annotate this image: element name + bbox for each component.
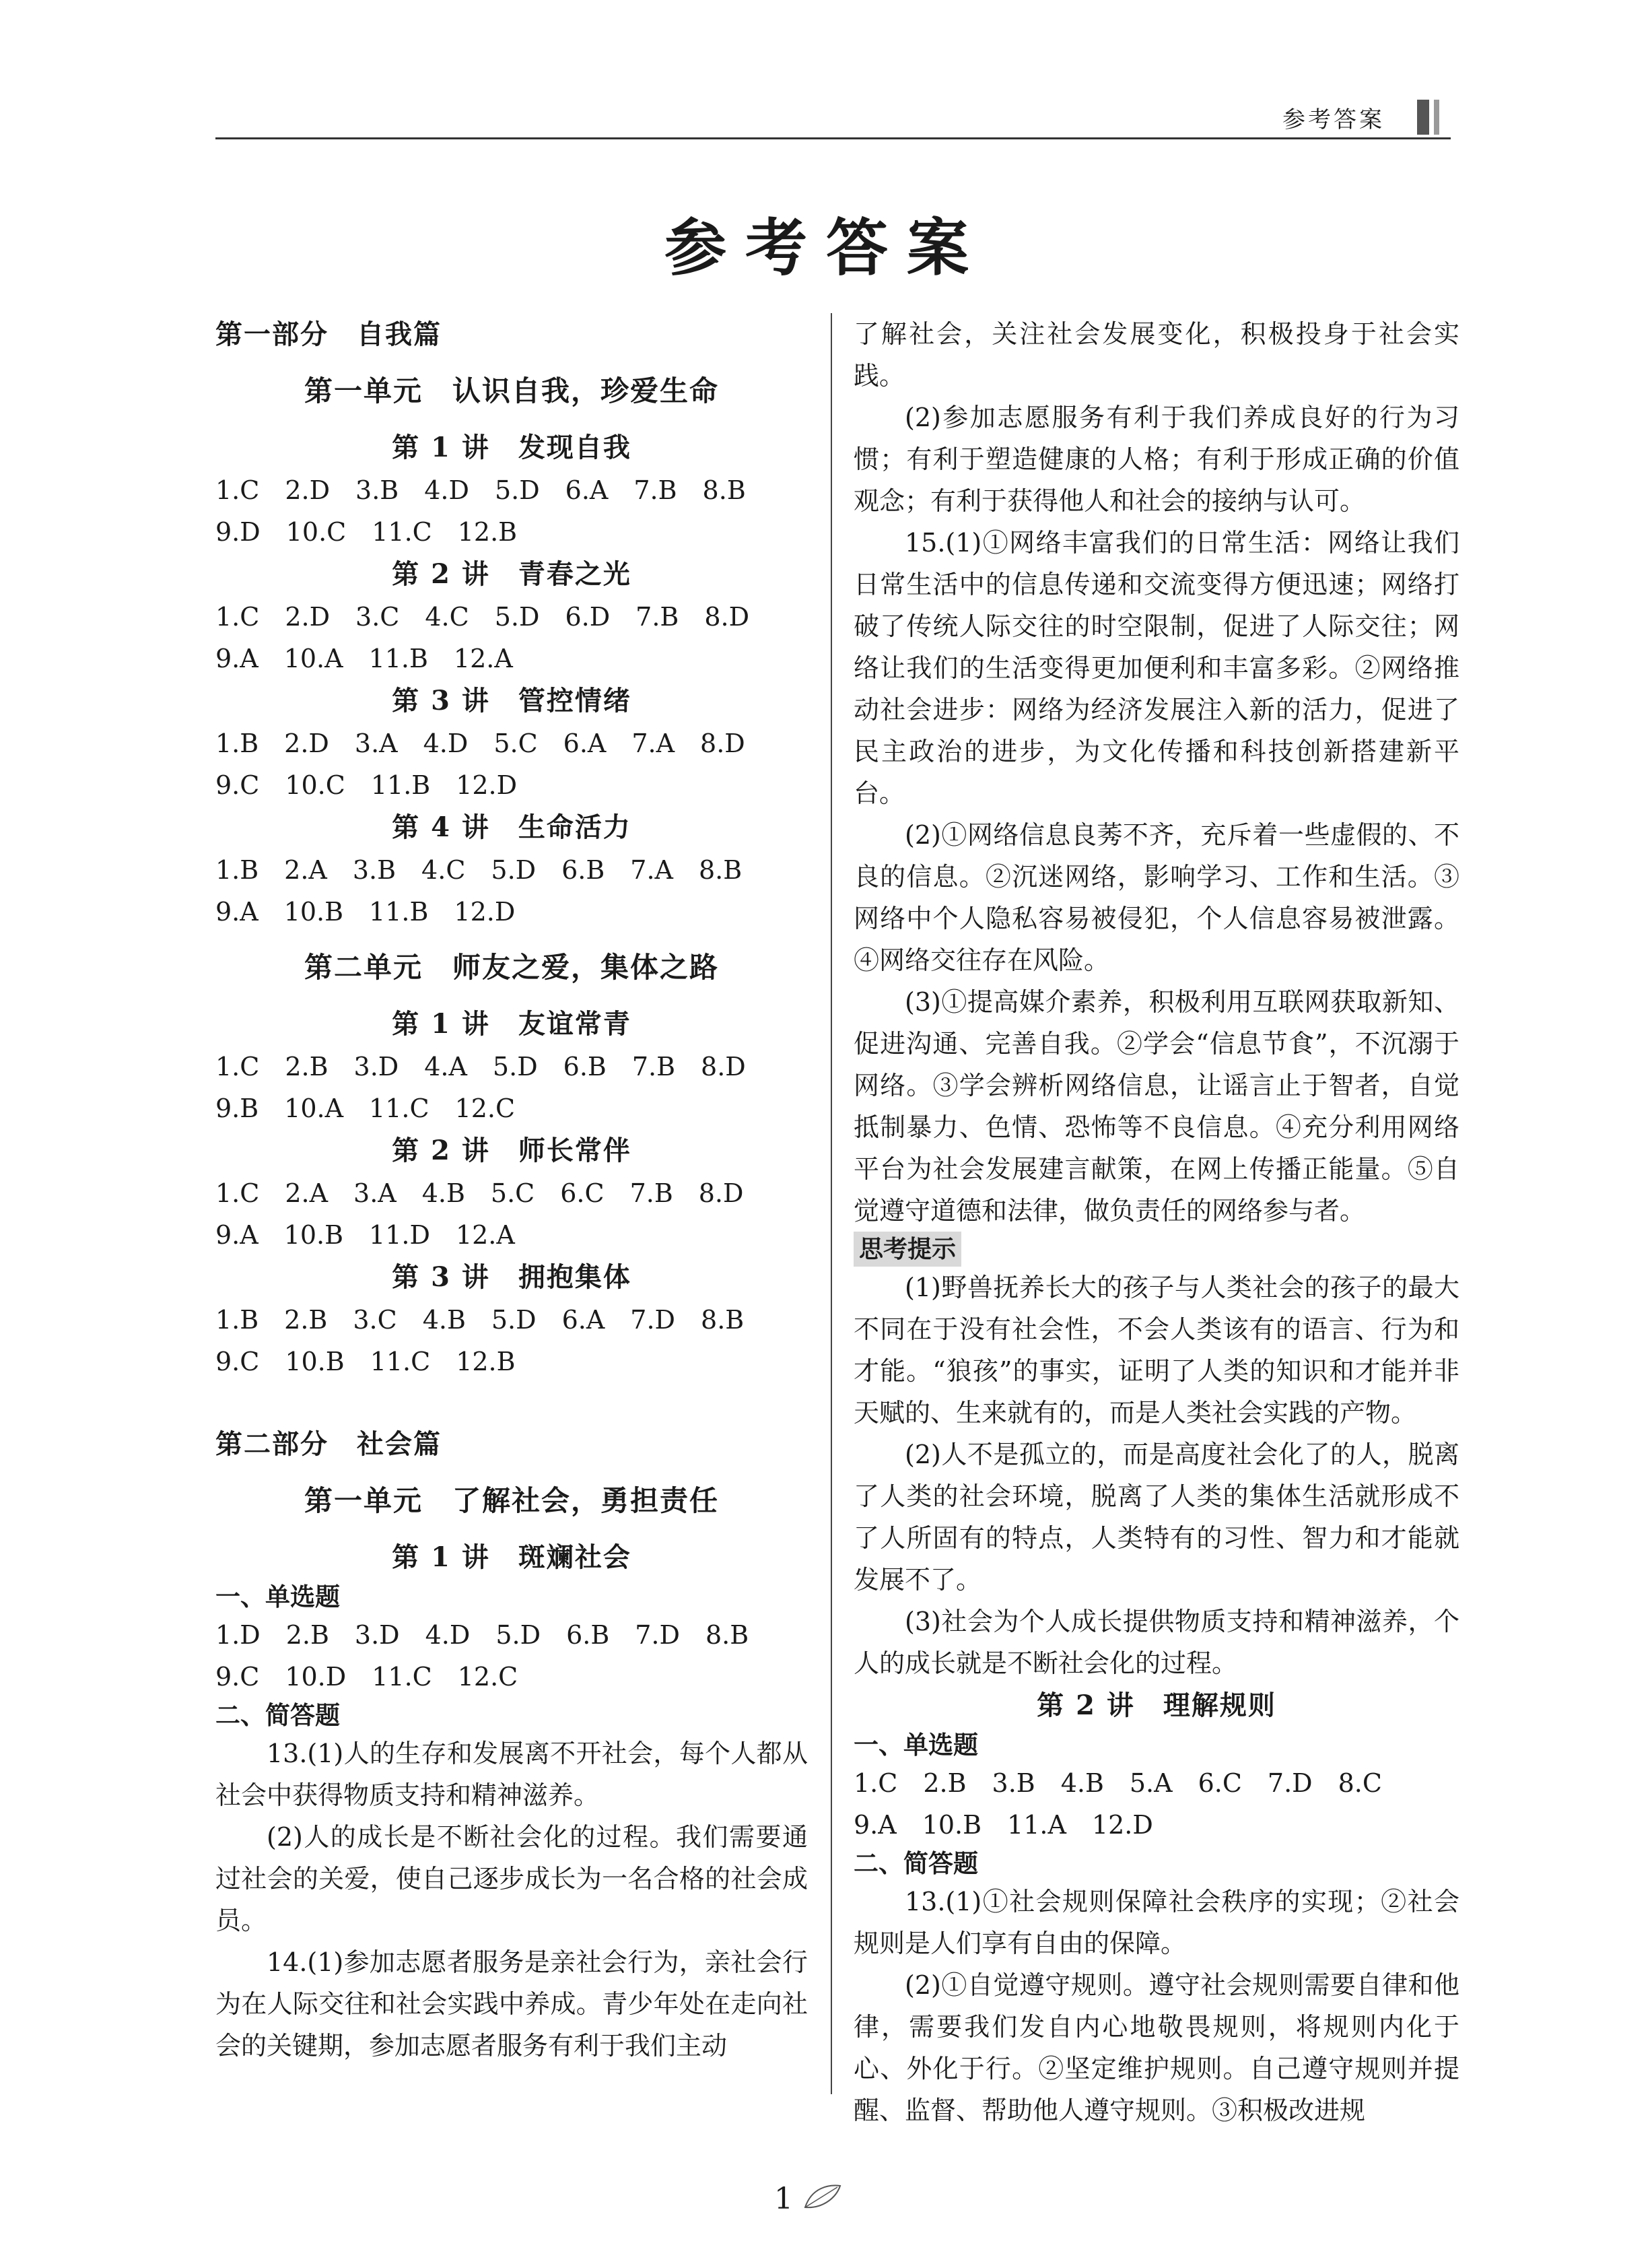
answer-line: 1.B 2.A 3.B 4.C 5.D 6.B 7.A 8.B — [215, 855, 743, 885]
lecture-heading: 第 1 讲 发现自我 — [392, 432, 631, 463]
answer-line: 1.B 2.D 3.A 4.D 5.C 6.A 7.A 8.D — [215, 729, 745, 758]
answer-line: 9.A 10.B 11.A 12.D — [854, 1810, 1153, 1840]
answer-paragraph: 14.(1)参加志愿者服务是亲社会行为，亲社会行为在人际交往和社会实践中养成。青少年处在走向社会的关键期，参加志愿者服务有利于我们主动 — [215, 1947, 808, 2061]
answer-paragraph: (2)①自觉遵守规则。遵守社会规则需要自律和他律，需要我们发自内心地敬畏规则，将规则内化于心、外化于行。②坚定维护规则。自己遵守规则并提醒、监督、帮助他人遵守规则。③积极改进规 — [854, 1970, 1459, 2125]
answer-paragraph: 15.(1)①网络丰富我们的日常生活：网络让我们日常生活中的信息传递和交流变得方便迅速；网络打破了传统人际交往的时空限制，促进了人际交往；网络让我们的生活变得更加便利和丰富多彩。②网络推动社会进步：网络为经济发展注入新的活力，促进了民主政治的进步，为文化传播和科技创新搭建新平台。 — [854, 528, 1459, 808]
answer-line: 9.A 10.B 11.B 12.D — [215, 897, 516, 927]
answer-line: 1.B 2.B 3.C 4.B 5.D 6.A 7.D 8.B — [215, 1305, 745, 1335]
page-number: 1 — [774, 2182, 793, 2216]
lecture-heading: 第 2 讲 师长常伴 — [392, 1135, 631, 1166]
header-rule — [215, 137, 1451, 139]
unit-heading: 第一单元 了解社会，勇担责任 — [304, 1484, 719, 1517]
left-column — [215, 313, 808, 2067]
answer-paragraph: (2)①网络信息良莠不齐，充斥着一些虚假的、不良的信息。②沉迷网络，影响学习、工作和生活。③网络中个人隐私容易被侵犯，个人信息容易被泄露。④网络交往存在风险。 — [854, 820, 1459, 975]
answer-paragraph: 了解社会，关注社会发展变化，积极投身于社会实践。 — [854, 319, 1459, 391]
part-heading: 第一部分 自我篇 — [215, 319, 442, 350]
answer-paragraph: 13.(1)人的生存和发展离不开社会，每个人都从社会中获得物质支持和精神滋养。 — [215, 1739, 808, 1810]
thinking-tip-label: 思考提示 — [854, 1232, 961, 1267]
answer-line: 9.C 10.C 11.B 12.D — [215, 770, 518, 800]
lecture-heading: 第 4 讲 生命活力 — [392, 811, 631, 843]
answer-paragraph: (2)人的成长是不断社会化的过程。我们需要通过社会的关爱，使自己逐步成长为一名合格的社会成员。 — [215, 1822, 808, 1935]
leaf-ornament-icon — [802, 2180, 843, 2214]
column-divider — [831, 313, 832, 2094]
tip-paragraph: (3)社会为个人成长提供物质支持和精神滋养，个人的成长就是不断社会化的过程。 — [854, 1607, 1459, 1678]
answer-line: 1.D 2.B 3.D 4.D 5.D 6.B 7.D 8.B — [215, 1620, 749, 1650]
answer-line: 1.C 2.A 3.A 4.B 5.C 6.C 7.B 8.D — [215, 1178, 744, 1208]
section-heading: 一、单选题 — [854, 1730, 978, 1760]
answer-line: 9.A 10.B 11.D 12.A — [215, 1220, 515, 1250]
right-column — [854, 313, 1459, 2131]
answer-line: 9.C 10.B 11.C 12.B — [215, 1347, 516, 1376]
section-heading: 二、简答题 — [854, 1848, 978, 1878]
header-label: 参考答案 — [1282, 106, 1385, 133]
answer-line: 9.D 10.C 11.C 12.B — [215, 517, 518, 547]
lecture-heading: 第 3 讲 管控情绪 — [392, 685, 631, 716]
answer-line: 1.C 2.B 3.D 4.A 5.D 6.B 7.B 8.D — [215, 1052, 746, 1081]
section-heading: 一、单选题 — [215, 1582, 340, 1611]
answer-line: 1.C 2.D 3.C 4.C 5.D 6.D 7.B 8.D — [215, 602, 750, 632]
answer-line: 1.C 2.D 3.B 4.D 5.D 6.A 7.B 8.B — [215, 475, 746, 505]
answer-paragraph: 13.(1)①社会规则保障社会秩序的实现；②社会规则是人们享有自由的保障。 — [854, 1887, 1459, 1958]
lecture-heading: 第 2 讲 青春之光 — [392, 558, 631, 590]
header-tab-mark-light — [1434, 100, 1439, 135]
answer-line: 9.B 10.A 11.C 12.C — [215, 1094, 516, 1123]
lecture-heading: 第 2 讲 理解规则 — [1037, 1690, 1276, 1721]
section-heading: 二、简答题 — [215, 1700, 340, 1730]
lecture-heading: 第 1 讲 斑斓社会 — [392, 1541, 631, 1573]
header-tab-mark — [1417, 100, 1429, 135]
unit-heading: 第二单元 师友之爱，集体之路 — [304, 951, 719, 984]
part-heading: 第二部分 社会篇 — [215, 1428, 442, 1460]
lecture-heading: 第 1 讲 友谊常青 — [392, 1008, 631, 1040]
page-title: 参考答案 — [664, 211, 988, 284]
answer-line: 1.C 2.B 3.B 4.B 5.A 6.C 7.D 8.C — [854, 1768, 1382, 1798]
answer-line: 9.A 10.A 11.B 12.A — [215, 644, 513, 673]
tip-paragraph: (2)人不是孤立的，而是高度社会化了的人，脱离了人类的社会环境，脱离了人类的集体生活就形成不了人所固有的特点，人类特有的习性、智力和才能就发展不了。 — [854, 1440, 1459, 1595]
answer-paragraph: (3)①提高媒介素养，积极利用互联网获取新知、促进沟通、完善自我。②学会“信息节食”，不沉溺于网络。③学会辨析网络信息，让谣言止于智者，自觉抵制暴力、色情、恐怖等不良信息。④充分利用网络平台为社会发展建言献策，在网上传播正能量。⑤自觉遵守道德和法律，做负责任的网络参与者。 — [854, 987, 1459, 1226]
tip-paragraph: (1)野兽抚养长大的孩子与人类社会的孩子的最大不同在于没有社会性，不会人类该有的语言、行为和才能。“狼孩”的事实，证明了人类的知识和才能并非天赋的、生来就有的，而是人类社会实践的产物。 — [854, 1273, 1459, 1428]
unit-heading: 第一单元 认识自我，珍爱生命 — [304, 374, 719, 407]
answer-paragraph: (2)参加志愿服务有利于我们养成良好的行为习惯；有利于塑造健康的人格；有利于形成正确的价值观念；有利于获得他人和社会的接纳与认可。 — [854, 403, 1459, 516]
lecture-heading: 第 3 讲 拥抱集体 — [392, 1261, 631, 1293]
answer-line: 9.C 10.D 11.C 12.C — [215, 1662, 518, 1692]
